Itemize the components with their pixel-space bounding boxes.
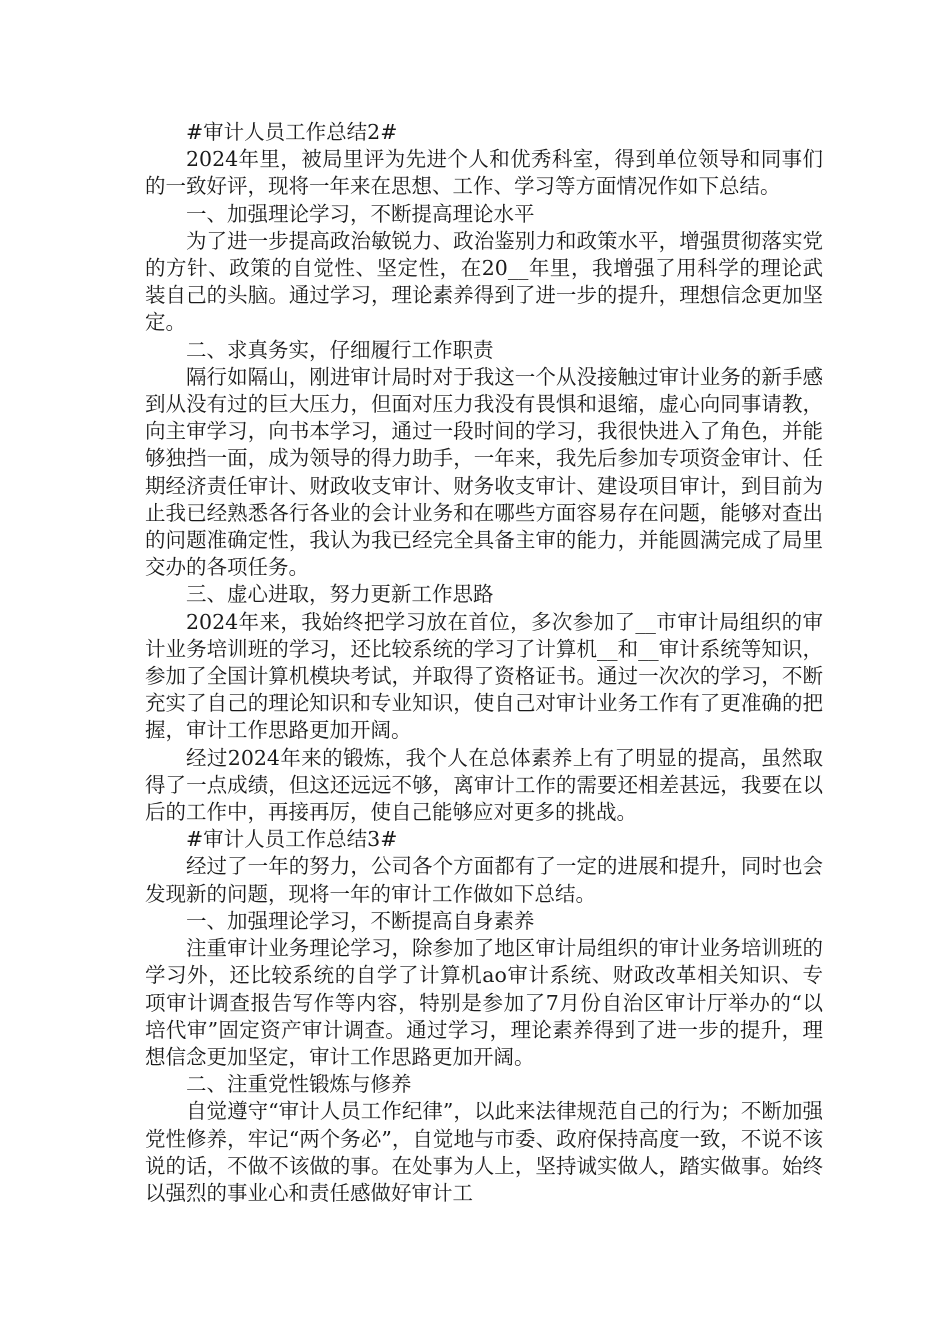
document-body xyxy=(145,119,823,1207)
subheading: 一、加强理论学习，不断提高自身素养 xyxy=(186,908,535,933)
paragraph: 2024年里，被局里评为先进个人和优秀科室，得到单位领导和同事们的一致好评，现将一年来在思想、工作、学习等方面情况作如下总结。 xyxy=(145,147,823,199)
subheading: 三、虚心进取，努力更新工作思路 xyxy=(186,582,494,607)
paragraph: 注重审计业务理论学习，除参加了地区审计局组织的审计业务培训班的学习外，还比较系统的自学了计算机ao审计系统、财政改革相关知识、专项审计调查报告写作等内容，特别是参加了7月份自治区审计厅举办的“以培代审”固定资产审计调查。通过学习，理论素养得到了进一步的提升，理想信念更加坚定，审计工作思路更加开阔。 xyxy=(145,936,823,1069)
section-heading: #审计人员工作总结2# xyxy=(186,120,398,144)
paragraph: 自觉遵守“审计人员工作纪律”，以此来法律规范自己的行为；不断加强党性修养，牢记“两个务必”，自觉地与市委、政府保持高度一致，不说不该说的话，不做不该做的事。在处事为人上，坚持诚实做人，踏实做事。始终以强烈的事业心和责任感做好审计工 xyxy=(145,1099,823,1205)
subheading: 二、注重党性锻炼与修养 xyxy=(186,1072,412,1097)
subheading: 一、加强理论学习，不断提高理论水平 xyxy=(186,201,535,226)
paragraph: 2024年来，我始终把学习放在首位，多次参加了__市审计局组织的审计业务培训班的学习，还比较系统的学习了计算机__和__审计系统等知识，参加了全国计算机模块考试，并取得了资格证书。通过一次次的学习，不断充实了自己的理论知识和专业知识，使自己对审计业务工作有了更准确的把握，审计工作思路更加开阔。 xyxy=(145,609,823,743)
section-heading: #审计人员工作总结3# xyxy=(186,827,398,852)
paragraph: 经过2024年来的锻炼，我个人在总体素养上有了明显的提高，虽然取得了一点成绩，但这还远远不够，离审计工作的需要还相差甚远，我要在以后的工作中，再接再厉，使自己能够应对更多的挑战。 xyxy=(145,745,823,825)
paragraph: 经过了一年的努力，公司各个方面都有了一定的进展和提升，同时也会发现新的问题，现将一年的审计工作做如下总结。 xyxy=(145,854,823,906)
subheading: 二、求真务实，仔细履行工作职责 xyxy=(186,337,494,362)
paragraph: 为了进一步提高政治敏锐力、政治鉴别力和政策水平，增强贯彻落实党的方针、政策的自觉性、坚定性，在20__年里，我增强了用科学的理论武装自己的头脑。通过学习，理论素养得到了进一步的提升，理想信念更加坚定。 xyxy=(145,228,823,335)
paragraph: 隔行如隔山，刚进审计局时对于我这一个从没接触过审计业务的新手感到从没有过的巨大压力，但面对压力我没有畏惧和退缩，虚心向同事请教，向主审学习，向书本学习，通过一段时间的学习，我很快进入了角色，并能够独挡一面，成为领导的得力助手，一年来，我先后参加专项资金审计、任期经济责任审计、财政收支审计、财务收支审计、建设项目审计，到目前为止我已经熟悉各行各业的会计业务和在哪些方面容易存在问题，能够对查出的问题准确定性，我认为我已经完全具备主审的能力，并能圆满完成了局里交办的各项任务。 xyxy=(145,364,823,580)
